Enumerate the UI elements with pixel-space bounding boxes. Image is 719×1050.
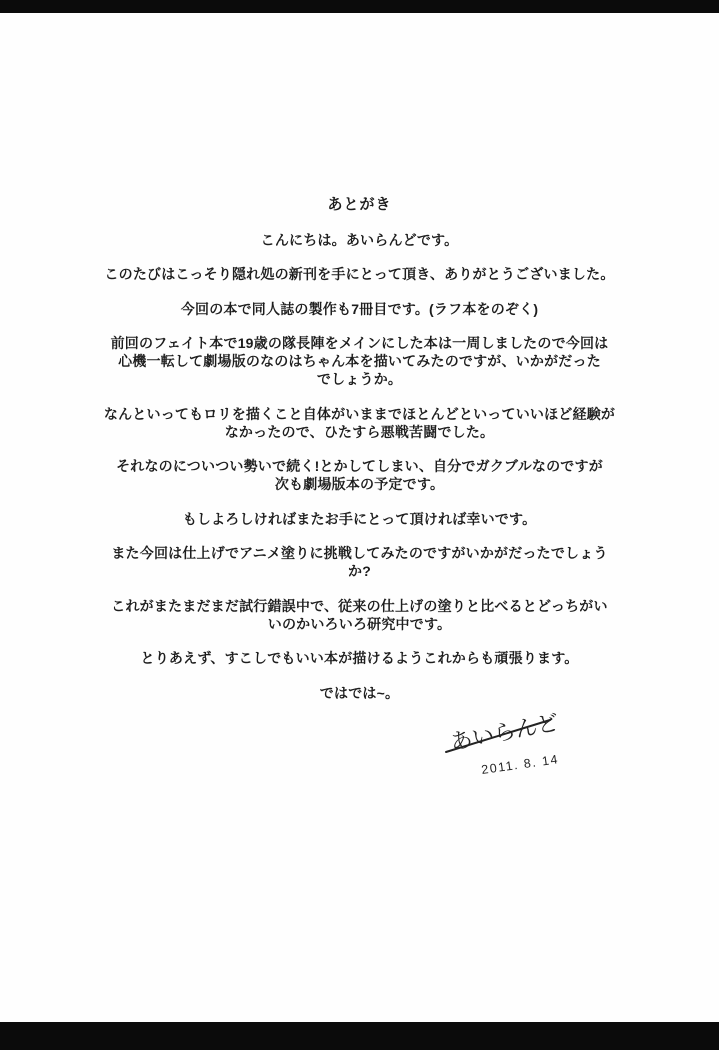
afterword-body bbox=[95, 231, 624, 702]
scan-border-bottom bbox=[0, 1022, 719, 1050]
signature-date: 2011. 8. 14 bbox=[480, 752, 560, 777]
signature-name: あいらんど bbox=[448, 709, 561, 755]
afterword-title: あとがき bbox=[327, 196, 392, 213]
paragraph: 前回のフェイト本で19歳の隊長陣をメインにした本は一周しましたので今回は 心機一転して劇場版のなのはちゃん本を描いてみたのですが、いかがだった でしょうか。 bbox=[110, 335, 609, 387]
paragraph: それなのについつい勢いで続く!とかしてしまい、自分でガクブルなのですが 次も劇場版本の予定です。 bbox=[116, 458, 603, 492]
paragraph: なんといってもロリを描くこと自体がいままでほとんどといっていいほど経験が なかったので、ひたすら悪戦苦闘でした。 bbox=[103, 405, 616, 440]
paragraph: ではでは~。 bbox=[319, 684, 400, 701]
paragraph: また今回は仕上げでアニメ塗りに挑戦してみたのですがいかがだったでしょう か? bbox=[111, 545, 608, 579]
paragraph: 今回の本で同人誌の製作も7冊目です。(ラフ本をのぞく) bbox=[180, 300, 539, 317]
paragraph: このたびはこっそり隠れ処の新刊を手にとって頂き、ありがとうございました。 bbox=[104, 266, 615, 282]
paragraph: とりあえず、すこしでもいい本が描けるようこれからも頑張ります。 bbox=[140, 650, 579, 666]
signature bbox=[438, 698, 583, 793]
paragraph: これがまたまだまだ試行錯誤中で、従来の仕上げの塗りと比べるとどっちがい いのかいろいろ研究中です。 bbox=[111, 597, 608, 632]
paragraph: こんにちは。あいらんどです。 bbox=[260, 231, 459, 248]
paragraph: もしよろしければまたお手にとって頂ければ幸いです。 bbox=[182, 510, 537, 527]
